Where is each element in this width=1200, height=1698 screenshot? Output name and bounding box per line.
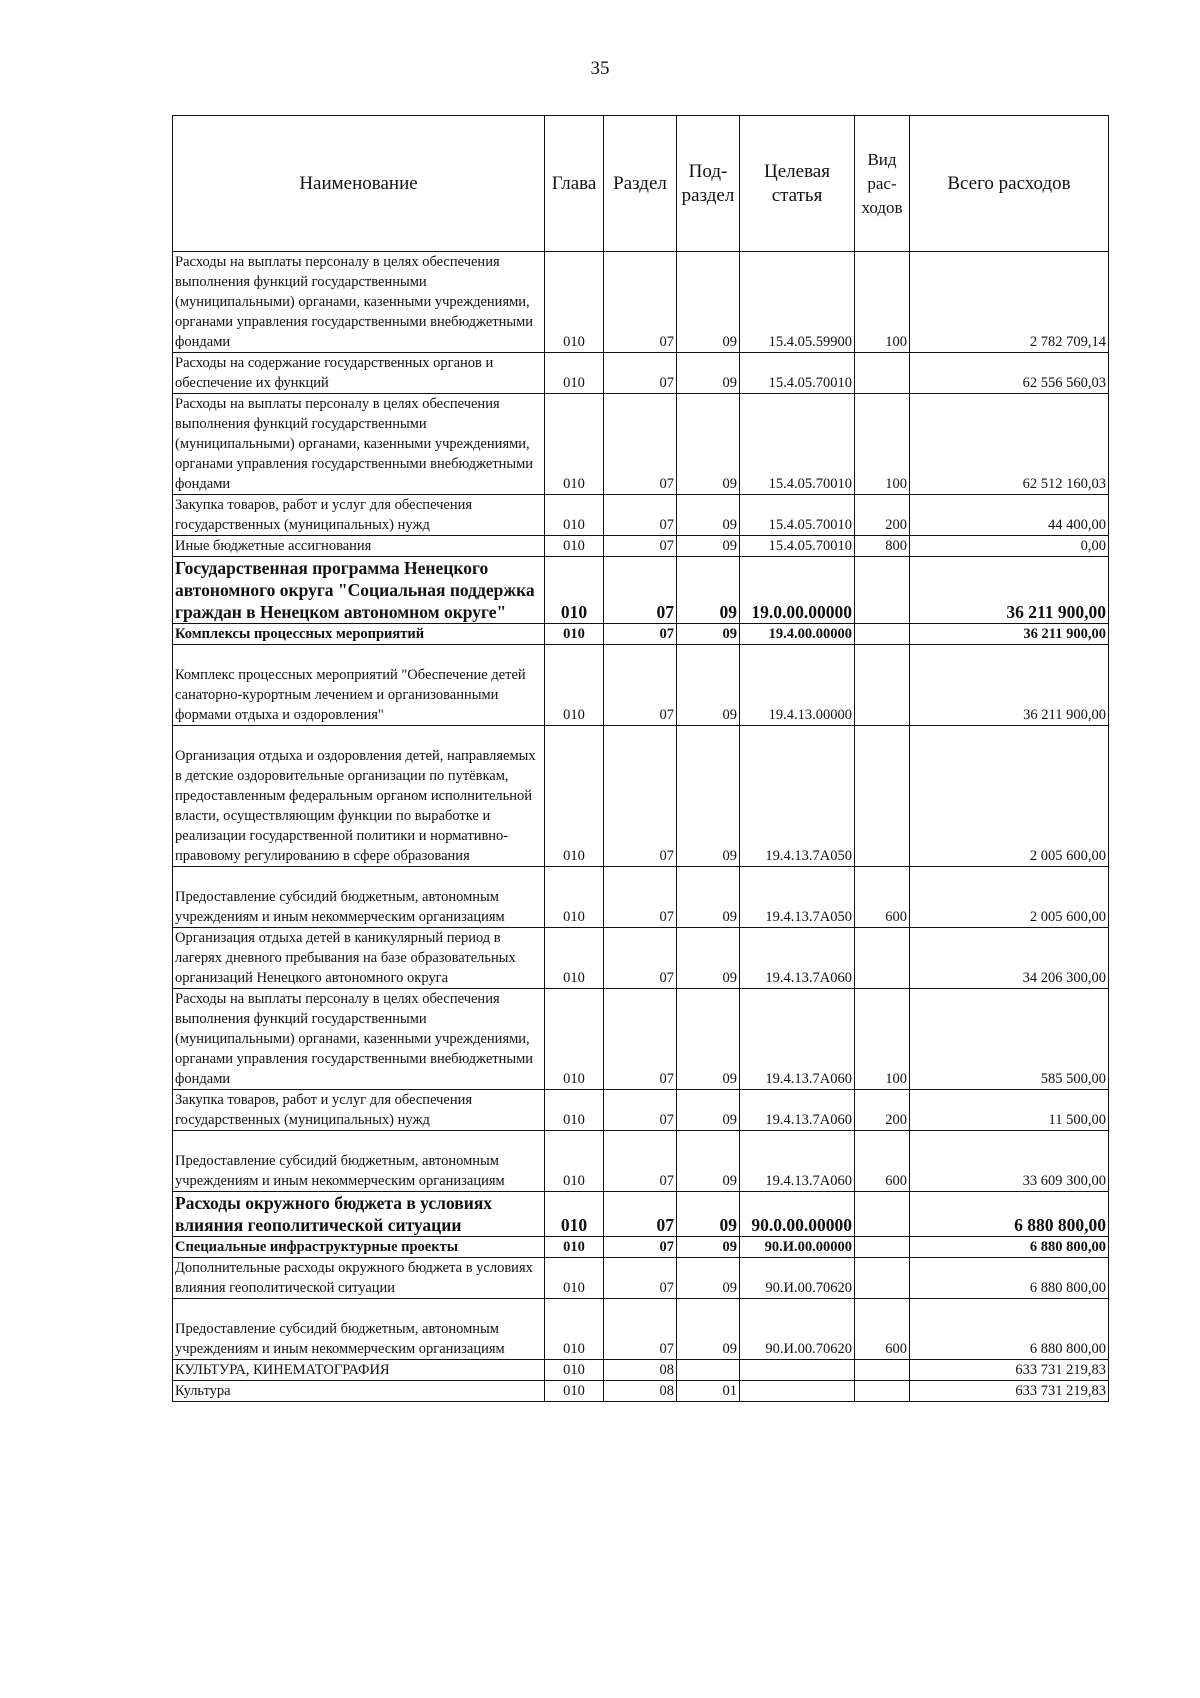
cell-celevaya: 19.4.13.00000: [740, 645, 855, 726]
cell-total: 585 500,00: [910, 989, 1109, 1090]
cell-podrazdel: 09: [677, 624, 740, 645]
cell-glava: 010: [545, 867, 604, 928]
table-row: [173, 928, 1109, 989]
cell-glava: 010: [545, 252, 604, 353]
cell-vid: 600: [855, 867, 910, 928]
header-total: Всего расходов: [910, 116, 1109, 252]
cell-podrazdel: 09: [677, 557, 740, 624]
cell-celevaya: 19.4.13.7А050: [740, 726, 855, 867]
cell-podrazdel: 09: [677, 394, 740, 495]
cell-glava: 010: [545, 353, 604, 394]
table-row: [173, 353, 1109, 394]
cell-name: Организация отдыха детей в каникулярный период в лагерях дневного пребывания на базе образовательных организаций Ненецкого автономного округа: [173, 928, 545, 989]
cell-name: Расходы на содержание государственных органов и обеспечение их функций: [173, 353, 545, 394]
cell-vid: [855, 928, 910, 989]
cell-name: Культура: [173, 1381, 545, 1402]
table-row: [173, 867, 1109, 928]
table-row: [173, 495, 1109, 536]
cell-podrazdel: 09: [677, 536, 740, 557]
cell-name: Организация отдыха и оздоровления детей, направляемых в детские оздоровительные организации по путёвкам, предоставленным федеральным органом исполнительной власти, осуществляющим функции по выработке и реализации государственной политики и нормативно-правовому регулированию в сфере образования: [173, 726, 545, 867]
cell-celevaya: 15.4.05.70010: [740, 536, 855, 557]
cell-glava: 010: [545, 1237, 604, 1258]
cell-total: 2 005 600,00: [910, 726, 1109, 867]
cell-glava: 010: [545, 928, 604, 989]
table-row: [173, 1381, 1109, 1402]
cell-total: 62 556 560,03: [910, 353, 1109, 394]
cell-razdel: 07: [604, 928, 677, 989]
cell-celevaya: 90.0.00.00000: [740, 1192, 855, 1237]
cell-total: 2 782 709,14: [910, 252, 1109, 353]
cell-podrazdel: 09: [677, 867, 740, 928]
cell-glava: 010: [545, 1131, 604, 1192]
cell-podrazdel: 09: [677, 726, 740, 867]
cell-razdel: 07: [604, 557, 677, 624]
cell-podrazdel: 09: [677, 1299, 740, 1360]
cell-razdel: 07: [604, 536, 677, 557]
cell-glava: 010: [545, 1192, 604, 1237]
cell-podrazdel: 09: [677, 645, 740, 726]
cell-razdel: 07: [604, 394, 677, 495]
cell-name: Предоставление субсидий бюджетным, автономным учреждениям и иным некоммерческим организациям: [173, 1131, 545, 1192]
cell-celevaya: 15.4.05.70010: [740, 394, 855, 495]
cell-podrazdel: 09: [677, 1258, 740, 1299]
table-row: [173, 989, 1109, 1090]
header-name: Наименование: [173, 116, 545, 252]
table-row: [173, 536, 1109, 557]
cell-podrazdel: 09: [677, 252, 740, 353]
cell-vid: 100: [855, 252, 910, 353]
cell-celevaya: 19.4.13.7А060: [740, 989, 855, 1090]
cell-podrazdel: 09: [677, 353, 740, 394]
table-row: [173, 1192, 1109, 1237]
cell-celevaya: 19.4.13.7А060: [740, 1131, 855, 1192]
cell-vid: [855, 726, 910, 867]
cell-total: 34 206 300,00: [910, 928, 1109, 989]
cell-total: 0,00: [910, 536, 1109, 557]
cell-glava: 010: [545, 495, 604, 536]
table-row: [173, 645, 1109, 726]
cell-total: 44 400,00: [910, 495, 1109, 536]
cell-glava: 010: [545, 989, 604, 1090]
cell-name: Комплексы процессных мероприятий: [173, 624, 545, 645]
cell-razdel: 07: [604, 252, 677, 353]
cell-name: Иные бюджетные ассигнования: [173, 536, 545, 557]
cell-vid: 100: [855, 394, 910, 495]
cell-glava: 010: [545, 536, 604, 557]
cell-name: Расходы на выплаты персоналу в целях обеспечения выполнения функций государственными (муниципальными) органами, казенными учреждениями, органами управления государственными внебюджетными фондами: [173, 394, 545, 495]
cell-podrazdel: 09: [677, 495, 740, 536]
cell-vid: [855, 1360, 910, 1381]
table-row: [173, 1237, 1109, 1258]
cell-razdel: 07: [604, 1258, 677, 1299]
cell-vid: [855, 1192, 910, 1237]
cell-total: 633 731 219,83: [910, 1360, 1109, 1381]
cell-vid: [855, 1258, 910, 1299]
header-celevaya: Целевая статья: [740, 116, 855, 252]
cell-vid: [855, 353, 910, 394]
cell-name: Дополнительные расходы окружного бюджета в условиях влияния геополитической ситуации: [173, 1258, 545, 1299]
cell-glava: 010: [545, 1258, 604, 1299]
cell-podrazdel: 09: [677, 1237, 740, 1258]
cell-total: 6 880 800,00: [910, 1258, 1109, 1299]
cell-total: 62 512 160,03: [910, 394, 1109, 495]
cell-total: 6 880 800,00: [910, 1192, 1109, 1237]
cell-razdel: 07: [604, 495, 677, 536]
cell-celevaya: 19.4.00.00000: [740, 624, 855, 645]
cell-razdel: 07: [604, 867, 677, 928]
cell-celevaya: 15.4.05.70010: [740, 353, 855, 394]
cell-vid: 600: [855, 1131, 910, 1192]
cell-celevaya: 19.4.13.7А060: [740, 928, 855, 989]
cell-celevaya: [740, 1360, 855, 1381]
cell-name: КУЛЬТУРА, КИНЕМАТОГРАФИЯ: [173, 1360, 545, 1381]
cell-glava: 010: [545, 557, 604, 624]
table-row: [173, 1299, 1109, 1360]
cell-total: 33 609 300,00: [910, 1131, 1109, 1192]
header-glava: Глава: [545, 116, 604, 252]
table-row: [173, 1258, 1109, 1299]
cell-name: Предоставление субсидий бюджетным, автономным учреждениям и иным некоммерческим организациям: [173, 867, 545, 928]
cell-vid: [855, 1237, 910, 1258]
cell-name: Расходы окружного бюджета в условиях влияния геополитической ситуации: [173, 1192, 545, 1237]
cell-total: 36 211 900,00: [910, 557, 1109, 624]
cell-glava: 010: [545, 1360, 604, 1381]
cell-glava: 010: [545, 1090, 604, 1131]
cell-celevaya: 90.И.00.00000: [740, 1237, 855, 1258]
cell-razdel: 08: [604, 1381, 677, 1402]
cell-razdel: 07: [604, 624, 677, 645]
table-row: [173, 1360, 1109, 1381]
cell-name: Закупка товаров, работ и услуг для обеспечения государственных (муниципальных) нужд: [173, 1090, 545, 1131]
cell-total: 6 880 800,00: [910, 1237, 1109, 1258]
cell-vid: 100: [855, 989, 910, 1090]
cell-vid: [855, 1381, 910, 1402]
cell-name: Закупка товаров, работ и услуг для обеспечения государственных (муниципальных) нужд: [173, 495, 545, 536]
cell-razdel: 07: [604, 1192, 677, 1237]
cell-total: 36 211 900,00: [910, 645, 1109, 726]
cell-vid: [855, 624, 910, 645]
header-razdel: Раздел: [604, 116, 677, 252]
cell-vid: [855, 557, 910, 624]
cell-podrazdel: 09: [677, 1131, 740, 1192]
cell-razdel: 07: [604, 645, 677, 726]
cell-razdel: 07: [604, 989, 677, 1090]
cell-name: Предоставление субсидий бюджетным, автономным учреждениям и иным некоммерческим организациям: [173, 1299, 545, 1360]
cell-glava: 010: [545, 645, 604, 726]
cell-razdel: 08: [604, 1360, 677, 1381]
cell-name: Комплекс процессных мероприятий "Обеспечение детей санаторно-курортным лечением и организованными формами отдыха и оздоровления": [173, 645, 545, 726]
cell-razdel: 07: [604, 1299, 677, 1360]
table-header-row: [173, 116, 1109, 252]
cell-vid: [855, 645, 910, 726]
cell-celevaya: 19.4.13.7А060: [740, 1090, 855, 1131]
budget-table: [172, 115, 1109, 1402]
cell-razdel: 07: [604, 1237, 677, 1258]
table-row: [173, 1090, 1109, 1131]
cell-podrazdel: 09: [677, 1192, 740, 1237]
cell-name: Специальные инфраструктурные проекты: [173, 1237, 545, 1258]
cell-total: 36 211 900,00: [910, 624, 1109, 645]
cell-razdel: 07: [604, 353, 677, 394]
cell-vid: 200: [855, 495, 910, 536]
cell-name: Расходы на выплаты персоналу в целях обеспечения выполнения функций государственными (муниципальными) органами, казенными учреждениями, органами управления государственными внебюджетными фондами: [173, 989, 545, 1090]
cell-podrazdel: [677, 1360, 740, 1381]
cell-celevaya: 19.0.00.00000: [740, 557, 855, 624]
cell-razdel: 07: [604, 726, 677, 867]
cell-name: Государственная программа Ненецкого автономного округа "Социальная поддержка граждан в Ненецком автономном округе": [173, 557, 545, 624]
cell-glava: 010: [545, 1299, 604, 1360]
cell-total: 2 005 600,00: [910, 867, 1109, 928]
cell-name: Расходы на выплаты персоналу в целях обеспечения выполнения функций государственными (муниципальными) органами, казенными учреждениями, органами управления государственными внебюджетными фондами: [173, 252, 545, 353]
cell-celevaya: [740, 1381, 855, 1402]
page-number: 35: [590, 58, 610, 79]
table-row: [173, 557, 1109, 624]
cell-podrazdel: 01: [677, 1381, 740, 1402]
cell-vid: 600: [855, 1299, 910, 1360]
cell-vid: 200: [855, 1090, 910, 1131]
cell-celevaya: 15.4.05.70010: [740, 495, 855, 536]
cell-vid: 800: [855, 536, 910, 557]
cell-glava: 010: [545, 624, 604, 645]
table-row: [173, 1131, 1109, 1192]
table-row: [173, 726, 1109, 867]
cell-total: 6 880 800,00: [910, 1299, 1109, 1360]
cell-podrazdel: 09: [677, 928, 740, 989]
cell-glava: 010: [545, 726, 604, 867]
header-podrazdel: Под-раздел: [677, 116, 740, 252]
cell-glava: 010: [545, 394, 604, 495]
cell-celevaya: 15.4.05.59900: [740, 252, 855, 353]
cell-total: 633 731 219,83: [910, 1381, 1109, 1402]
cell-celevaya: 19.4.13.7А050: [740, 867, 855, 928]
table-body: [173, 252, 1109, 1402]
cell-razdel: 07: [604, 1131, 677, 1192]
header-vid: Вид рас-ходов: [855, 116, 910, 252]
cell-podrazdel: 09: [677, 1090, 740, 1131]
table-row: [173, 252, 1109, 353]
table-row: [173, 394, 1109, 495]
cell-razdel: 07: [604, 1090, 677, 1131]
cell-total: 11 500,00: [910, 1090, 1109, 1131]
cell-celevaya: 90.И.00.70620: [740, 1299, 855, 1360]
cell-celevaya: 90.И.00.70620: [740, 1258, 855, 1299]
table-row: [173, 624, 1109, 645]
cell-podrazdel: 09: [677, 989, 740, 1090]
cell-glava: 010: [545, 1381, 604, 1402]
